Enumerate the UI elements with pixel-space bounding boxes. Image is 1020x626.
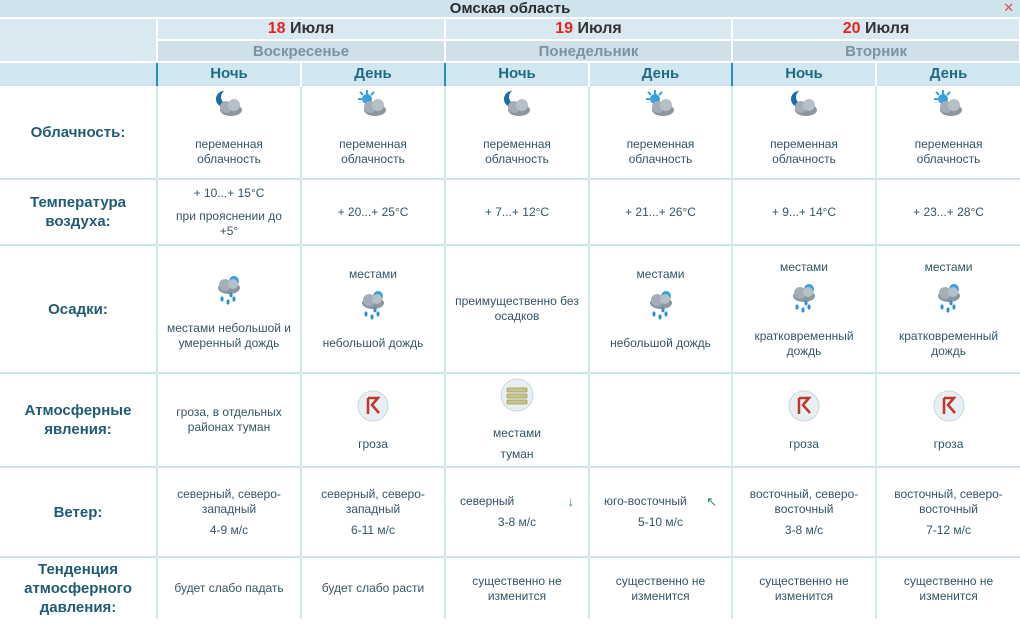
temp-range: + 9...+ 14°C [771, 204, 837, 219]
thunderstorm-icon [356, 389, 390, 427]
temp-cell [876, 179, 1020, 245]
date-month: Июля [289, 20, 335, 37]
sun-cloud-icon [356, 89, 390, 123]
cloud-text: переменная [483, 137, 551, 151]
row-label-line: Тенденция [38, 561, 118, 578]
weekday-header: Вторник [732, 40, 1020, 62]
temp-note: при прояснении до [176, 208, 282, 223]
date-number: 19 [555, 20, 574, 37]
row-label-line: Атмосферные [24, 402, 132, 419]
cloud-text: облачность [197, 152, 261, 166]
pressure-text: изменится [919, 588, 978, 603]
wind-cell [157, 467, 301, 557]
temp-range: + 21...+ 26°C [625, 204, 696, 219]
wind-cell [589, 467, 732, 557]
wind-direction: восточный, северо- [749, 486, 859, 501]
precip-cell [876, 245, 1020, 373]
region-title [0, 0, 1020, 18]
cloud-text: переменная [195, 137, 263, 151]
wind-arrow-icon: ↖ [706, 494, 717, 509]
wind-speed: 6-11 м/с [350, 522, 396, 537]
wind-direction: восточный [774, 501, 834, 516]
rain-cloud-icon [356, 288, 390, 326]
phenomena-text: местами [493, 426, 541, 440]
precip-cell [445, 245, 589, 373]
sun-cloud-icon [644, 89, 678, 123]
precip-text: небольшой дождь [610, 336, 711, 350]
sun-cloud-icon [932, 89, 966, 123]
date-month: Июля [577, 20, 622, 37]
precip-area: местами [636, 267, 685, 281]
precip-area: местами [780, 259, 828, 274]
period-header: Ночь [445, 62, 589, 85]
moon-cloud-icon [212, 89, 246, 123]
temp-cell [589, 179, 732, 245]
pressure-cell [445, 557, 589, 619]
phenomena-text: гроза, в отдельных [176, 405, 282, 419]
row-label-line: давления: [39, 599, 117, 616]
wind-cell [445, 467, 589, 557]
date-header [445, 18, 732, 40]
phenomena-cell [732, 373, 876, 467]
row-label-wind [0, 467, 157, 557]
wind-speed: 5-10 м/с [638, 515, 683, 529]
temp-cell [157, 179, 301, 245]
region-name: Омская область [449, 0, 571, 17]
pressure-text: существенно не [759, 573, 849, 588]
wind-direction-line [594, 494, 727, 509]
wind-speed: 3-8 м/с [497, 515, 537, 529]
cloud-text: переменная [770, 137, 838, 151]
pressure-cell [157, 557, 301, 619]
row-label-pressure [0, 557, 157, 619]
precip-text: преимущественно без [455, 294, 579, 308]
wind-direction: восточный [919, 501, 978, 516]
precip-area: местами [349, 267, 397, 281]
date-month: Июля [865, 20, 910, 37]
row-label-line: воздуха: [45, 213, 111, 230]
phenomena-cell [445, 373, 589, 467]
precip-cell [589, 245, 732, 373]
precip-text: кратковременный [754, 328, 854, 343]
wind-direction-line [450, 494, 584, 509]
cloud-cell [732, 85, 876, 179]
cloud-text: облачность [341, 152, 405, 166]
rain-cloud-icon [212, 273, 246, 311]
cloud-cell [589, 85, 732, 179]
precip-text: местами небольшой и [167, 321, 291, 335]
wind-speed: 3-8 м/с [784, 522, 824, 537]
wind-cell [876, 467, 1020, 557]
cloud-cell [157, 85, 301, 179]
wind-speed: 4-9 м/с [209, 522, 249, 537]
row-label-line: явления: [44, 421, 112, 438]
cloud-text: переменная [626, 137, 695, 151]
phenomena-cell [157, 373, 301, 467]
phenomena-text: туман [500, 447, 534, 461]
pressure-cell [589, 557, 732, 619]
precip-text: осадков [494, 309, 540, 323]
temp-range: + 23...+ 28°C [913, 204, 984, 219]
precip-text: кратковременный [898, 328, 999, 343]
pressure-text: будет слабо расти [321, 581, 425, 595]
phenomena-text: гроза [933, 436, 964, 451]
cloud-text: облачность [628, 152, 693, 166]
phenomena-text: районах туман [187, 420, 271, 434]
precip-cell [157, 245, 301, 373]
cloud-cell [876, 85, 1020, 179]
row-label-temp [0, 179, 157, 245]
moon-cloud-icon [500, 89, 534, 123]
temp-cell [301, 179, 445, 245]
thunderstorm-icon [932, 389, 966, 427]
period-header: День [589, 62, 732, 85]
date-number: 20 [842, 20, 861, 37]
precip-text: дождь [786, 343, 822, 358]
date-header [157, 18, 445, 40]
pressure-text: существенно не [472, 573, 562, 588]
phenomena-text: гроза [358, 436, 388, 451]
date-header [732, 18, 1020, 40]
wind-direction: восточный, северо- [894, 486, 1003, 501]
pressure-cell [301, 557, 445, 619]
cloud-cell [445, 85, 589, 179]
rain-cloud-icon [932, 281, 966, 319]
pressure-cell [876, 557, 1020, 619]
pressure-text: существенно не [615, 573, 706, 588]
row-label-line: атмосферного [24, 580, 132, 597]
rain-cloud-icon [644, 288, 678, 326]
wind-direction: северный, северо- [321, 486, 425, 501]
rain-cloud-icon [787, 281, 821, 319]
temp-range: + 20...+ 25°C [337, 204, 409, 219]
row-label-phen [0, 373, 157, 467]
weekday-header: Понедельник [445, 40, 732, 62]
cloud-text: облачность [772, 152, 836, 166]
moon-cloud-icon [787, 89, 821, 123]
pressure-cell [732, 557, 876, 619]
wind-direction: северный [460, 494, 515, 508]
temp-note: +5° [219, 223, 239, 238]
wind-arrow-icon: ↓ [567, 494, 574, 509]
close-icon[interactable]: ✕ [1003, 0, 1015, 15]
phenomena-cell [301, 373, 445, 467]
cloud-text: переменная [914, 137, 983, 151]
cloud-text: облачность [485, 152, 549, 166]
corner-cell [0, 18, 157, 62]
row-label-line: Температура [30, 194, 126, 211]
temp-range: + 10...+ 15°C [193, 185, 265, 200]
cloud-text: облачность [916, 152, 981, 166]
precip-cell [732, 245, 876, 373]
cloud-text: переменная [339, 137, 407, 151]
pressure-text: изменится [487, 588, 547, 603]
precip-area: местами [924, 259, 973, 274]
pressure-text: будет слабо падать [174, 581, 284, 595]
wind-direction: западный [201, 501, 257, 516]
row-label-cloud [0, 85, 157, 179]
wind-direction: северный, северо- [177, 486, 281, 501]
date-number: 18 [267, 20, 286, 37]
wind-cell [301, 467, 445, 557]
pressure-text: изменится [631, 588, 690, 603]
weekday-header: Воскресенье [157, 40, 445, 62]
row-label-line: Облачность: [30, 123, 126, 141]
temp-range: + 7...+ 12°C [484, 204, 550, 219]
temp-cell [732, 179, 876, 245]
precip-text: небольшой дождь [322, 336, 424, 350]
wind-cell [732, 467, 876, 557]
pressure-text: существенно не [903, 573, 994, 588]
cloud-cell [301, 85, 445, 179]
wind-direction: юго-восточный [604, 494, 687, 508]
pressure-text: изменится [774, 588, 834, 603]
wind-speed: 7-12 м/с [926, 522, 972, 537]
corner-cell [0, 62, 157, 85]
precip-text: умеренный дождь [178, 336, 280, 350]
phenomena-cell [876, 373, 1020, 467]
fog-icon [499, 378, 535, 416]
phenomena-cell [589, 373, 732, 467]
period-header: Ночь [157, 62, 301, 85]
temp-cell [445, 179, 589, 245]
precip-text: дождь [931, 343, 966, 358]
precip-cell [301, 245, 445, 373]
row-label-line: Ветер: [53, 503, 103, 521]
period-header: Ночь [732, 62, 876, 85]
row-label-precip [0, 245, 157, 373]
phenomena-text: гроза [789, 436, 819, 451]
wind-direction: западный [345, 501, 401, 516]
period-header: День [301, 62, 445, 85]
row-label-line: Осадки: [48, 300, 108, 318]
period-header: День [876, 62, 1020, 85]
thunderstorm-icon [787, 389, 821, 427]
